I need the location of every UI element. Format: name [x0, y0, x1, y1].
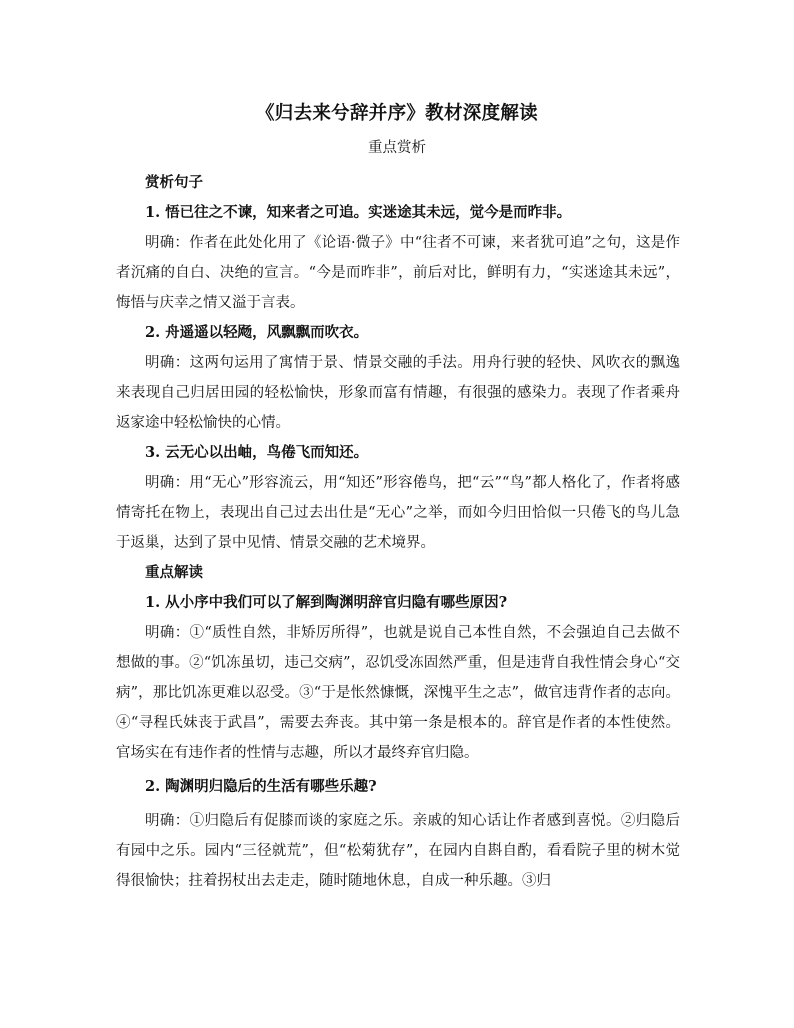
section-heading-appreciation: 赏析句子 — [145, 174, 203, 191]
section-heading-key-points: 重点解读 — [145, 564, 203, 581]
question-4: 1. 从小序中我们可以了解到陶渊明辞官归隐有哪些原因? — [145, 594, 508, 611]
document-body — [116, 168, 680, 896]
document-subtitle: 重点赏析 — [368, 140, 426, 156]
answer-5: 明确：①归隐后有促膝而谈的家庭之乐。亲戚的知心话让作者感到喜悦。②归隐后有园中之乐。园内“三径就荒”，但“松菊犹存”，在园内自斟自酌，看看院子里的树木觉得很愉快；拄着拐杖出去走走，随时随地休息，自成一种乐趣。③归 — [116, 813, 680, 889]
question-3: 3. 云无心以出岫，鸟倦飞而知还。 — [145, 444, 369, 461]
answer-2: 明确：这两句运用了寓情于景、情景交融的手法。用舟行驶的轻快、风吹衣的飘逸来表现自己归居田园的轻松愉快，形象而富有情趣，有很强的感染力。表现了作者乘舟返家途中轻松愉快的心情。 — [116, 355, 680, 431]
answer-1: 明确：作者在此处化用了《论语·微子》中“往者不可谏，来者犹可追”之句，这是作者沉痛的自白、决绝的宣言。“今是而昨非”，前后对比，鲜明有力，“实迷途其未远”，悔悟与庆幸之情又溢于言表。 — [116, 235, 680, 311]
document-title: 《归去来兮辞并序》教材深度解读 — [255, 103, 538, 124]
answer-4: 明确：①“质性自然，非矫厉所得”，也就是说自己本性自然，不会强迫自己去做不想做的事。②“饥冻虽切，违己交病”，忍饥受冻固然严重，但是违背自我性情会身心“交病”，那比饥冻更难以忍受。③“于是怅然慷慨，深愧平生之志”，做官违背作者的志向。④“寻程氏妹丧于武昌”，需要去奔丧。其中第一条是根本的。辞官是作者的本性使然。官场实在有违作者的性情与志趣，所以才最终弃官归隐。 — [116, 625, 680, 761]
question-2: 2. 舟遥遥以轻飏，风飘飘而吹衣。 — [145, 324, 369, 341]
question-5: 2. 陶渊明归隐后的生活有哪些乐趣? — [145, 778, 377, 795]
answer-3: 明确：用“无心”形容流云，用“知还”形容倦鸟，把“云”“鸟”都人格化了，作者将感情寄托在物上，表现出自己过去出仕是“无心”之举，而如今归田恰似一只倦飞的鸟儿急于返巢，达到了景中见情、情景交融的艺术境界。 — [116, 475, 680, 551]
question-1: 1. 悟已往之不谏，知来者之可追。实迷途其未远，觉今是而昨非。 — [145, 204, 572, 221]
